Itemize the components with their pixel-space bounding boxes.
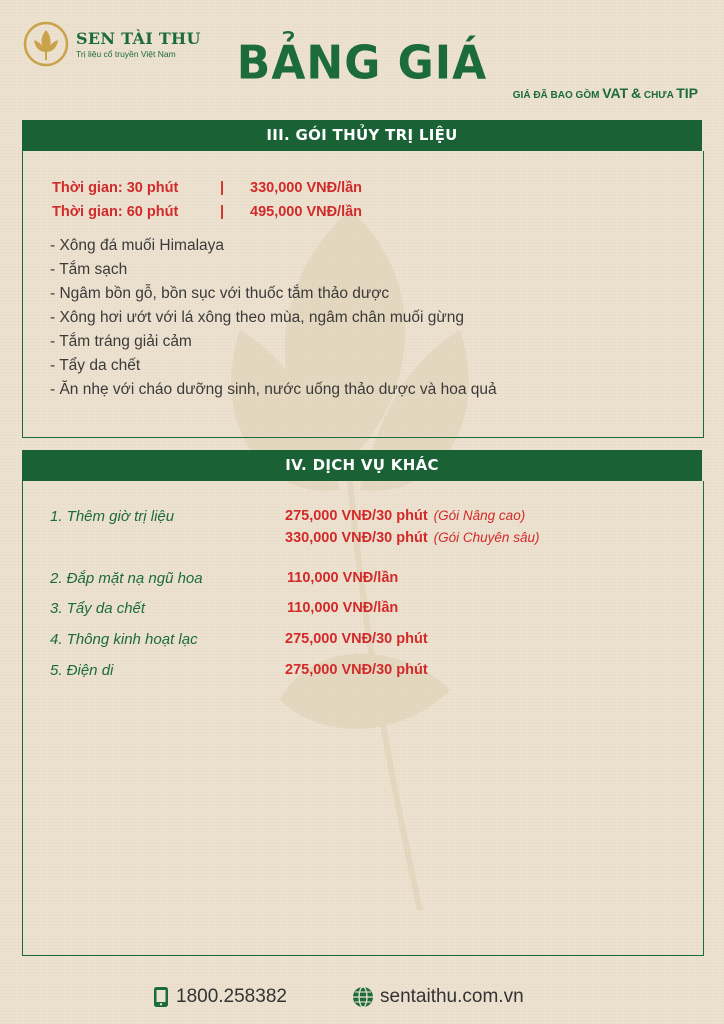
service-price: 110,000 VNĐ/lần (287, 570, 399, 586)
section-other-heading: IV. DỊCH VỤ KHÁC (22, 450, 702, 481)
price-row (52, 204, 363, 220)
service-note: (Gói Chuyên sâu) (433, 530, 540, 545)
brand-name: SEN TÀI THU (76, 29, 201, 48)
service-price (285, 530, 539, 546)
vat-prefix: GIÁ ĐÃ BAO GỒM (512, 90, 600, 101)
feature-item: - Tắm tráng giải cảm (50, 333, 192, 350)
service-name: 4. Thông kinh hoạt lạc (50, 631, 198, 648)
service-name: 3. Tẩy da chết (50, 600, 146, 617)
vat-middle: CHƯA (643, 90, 674, 101)
phone-icon (152, 986, 170, 1008)
brand-tagline: Trị liệu cổ truyền Việt Nam (76, 49, 176, 59)
price-value: 495,000 VNĐ/lần (250, 204, 363, 220)
section-other-box (22, 481, 704, 956)
vat-word: VAT (602, 85, 629, 101)
website-link[interactable]: sentaithu.com.vn (380, 986, 524, 1007)
vat-note (513, 85, 698, 101)
phone-number[interactable]: 1800.258382 (176, 986, 287, 1007)
service-name: 2. Đắp mặt nạ ngũ hoa (50, 570, 203, 587)
footer-phone[interactable] (152, 986, 287, 1008)
globe-icon (352, 986, 374, 1008)
price-label: Thời gian: 60 phút (52, 204, 179, 220)
vat-tip: TIP (676, 85, 698, 101)
service-name: 5. Điện di (50, 662, 114, 679)
service-price (285, 508, 525, 524)
feature-item: - Xông hơi ướt với lá xông theo mùa, ngâm chân muối gừng (50, 309, 464, 326)
service-note: (Gói Nâng cao) (433, 508, 526, 523)
price-separator: | (220, 204, 225, 220)
page-title: BẢNG GIÁ (236, 36, 488, 91)
vat-amp: & (630, 85, 642, 101)
service-price-value: 330,000 VNĐ/30 phút (285, 530, 428, 546)
service-price: 110,000 VNĐ/lần (287, 600, 399, 616)
section-hydro-heading: III. GÓI THỦY TRỊ LIỆU (22, 120, 702, 151)
price-label: Thời gian: 30 phút (52, 180, 179, 196)
price-row (52, 180, 363, 196)
service-price-value: 275,000 VNĐ/30 phút (285, 508, 428, 524)
price-separator: | (220, 180, 225, 196)
footer-website[interactable] (352, 986, 524, 1008)
feature-item: - Ngâm bồn gỗ, bồn sục với thuốc tắm thảo dược (50, 285, 390, 302)
feature-item: - Tẩy da chết (50, 357, 141, 374)
service-name: 1. Thêm giờ trị liệu (50, 508, 175, 525)
service-price: 275,000 VNĐ/30 phút (285, 662, 428, 678)
feature-item: - Tắm sạch (50, 261, 128, 278)
service-price: 275,000 VNĐ/30 phút (285, 631, 428, 647)
feature-item: - Ăn nhẹ với cháo dưỡng sinh, nước uống thảo dược và hoa quả (50, 381, 497, 398)
price-value: 330,000 VNĐ/lần (250, 180, 363, 196)
feature-item: - Xông đá muối Himalaya (50, 237, 225, 254)
